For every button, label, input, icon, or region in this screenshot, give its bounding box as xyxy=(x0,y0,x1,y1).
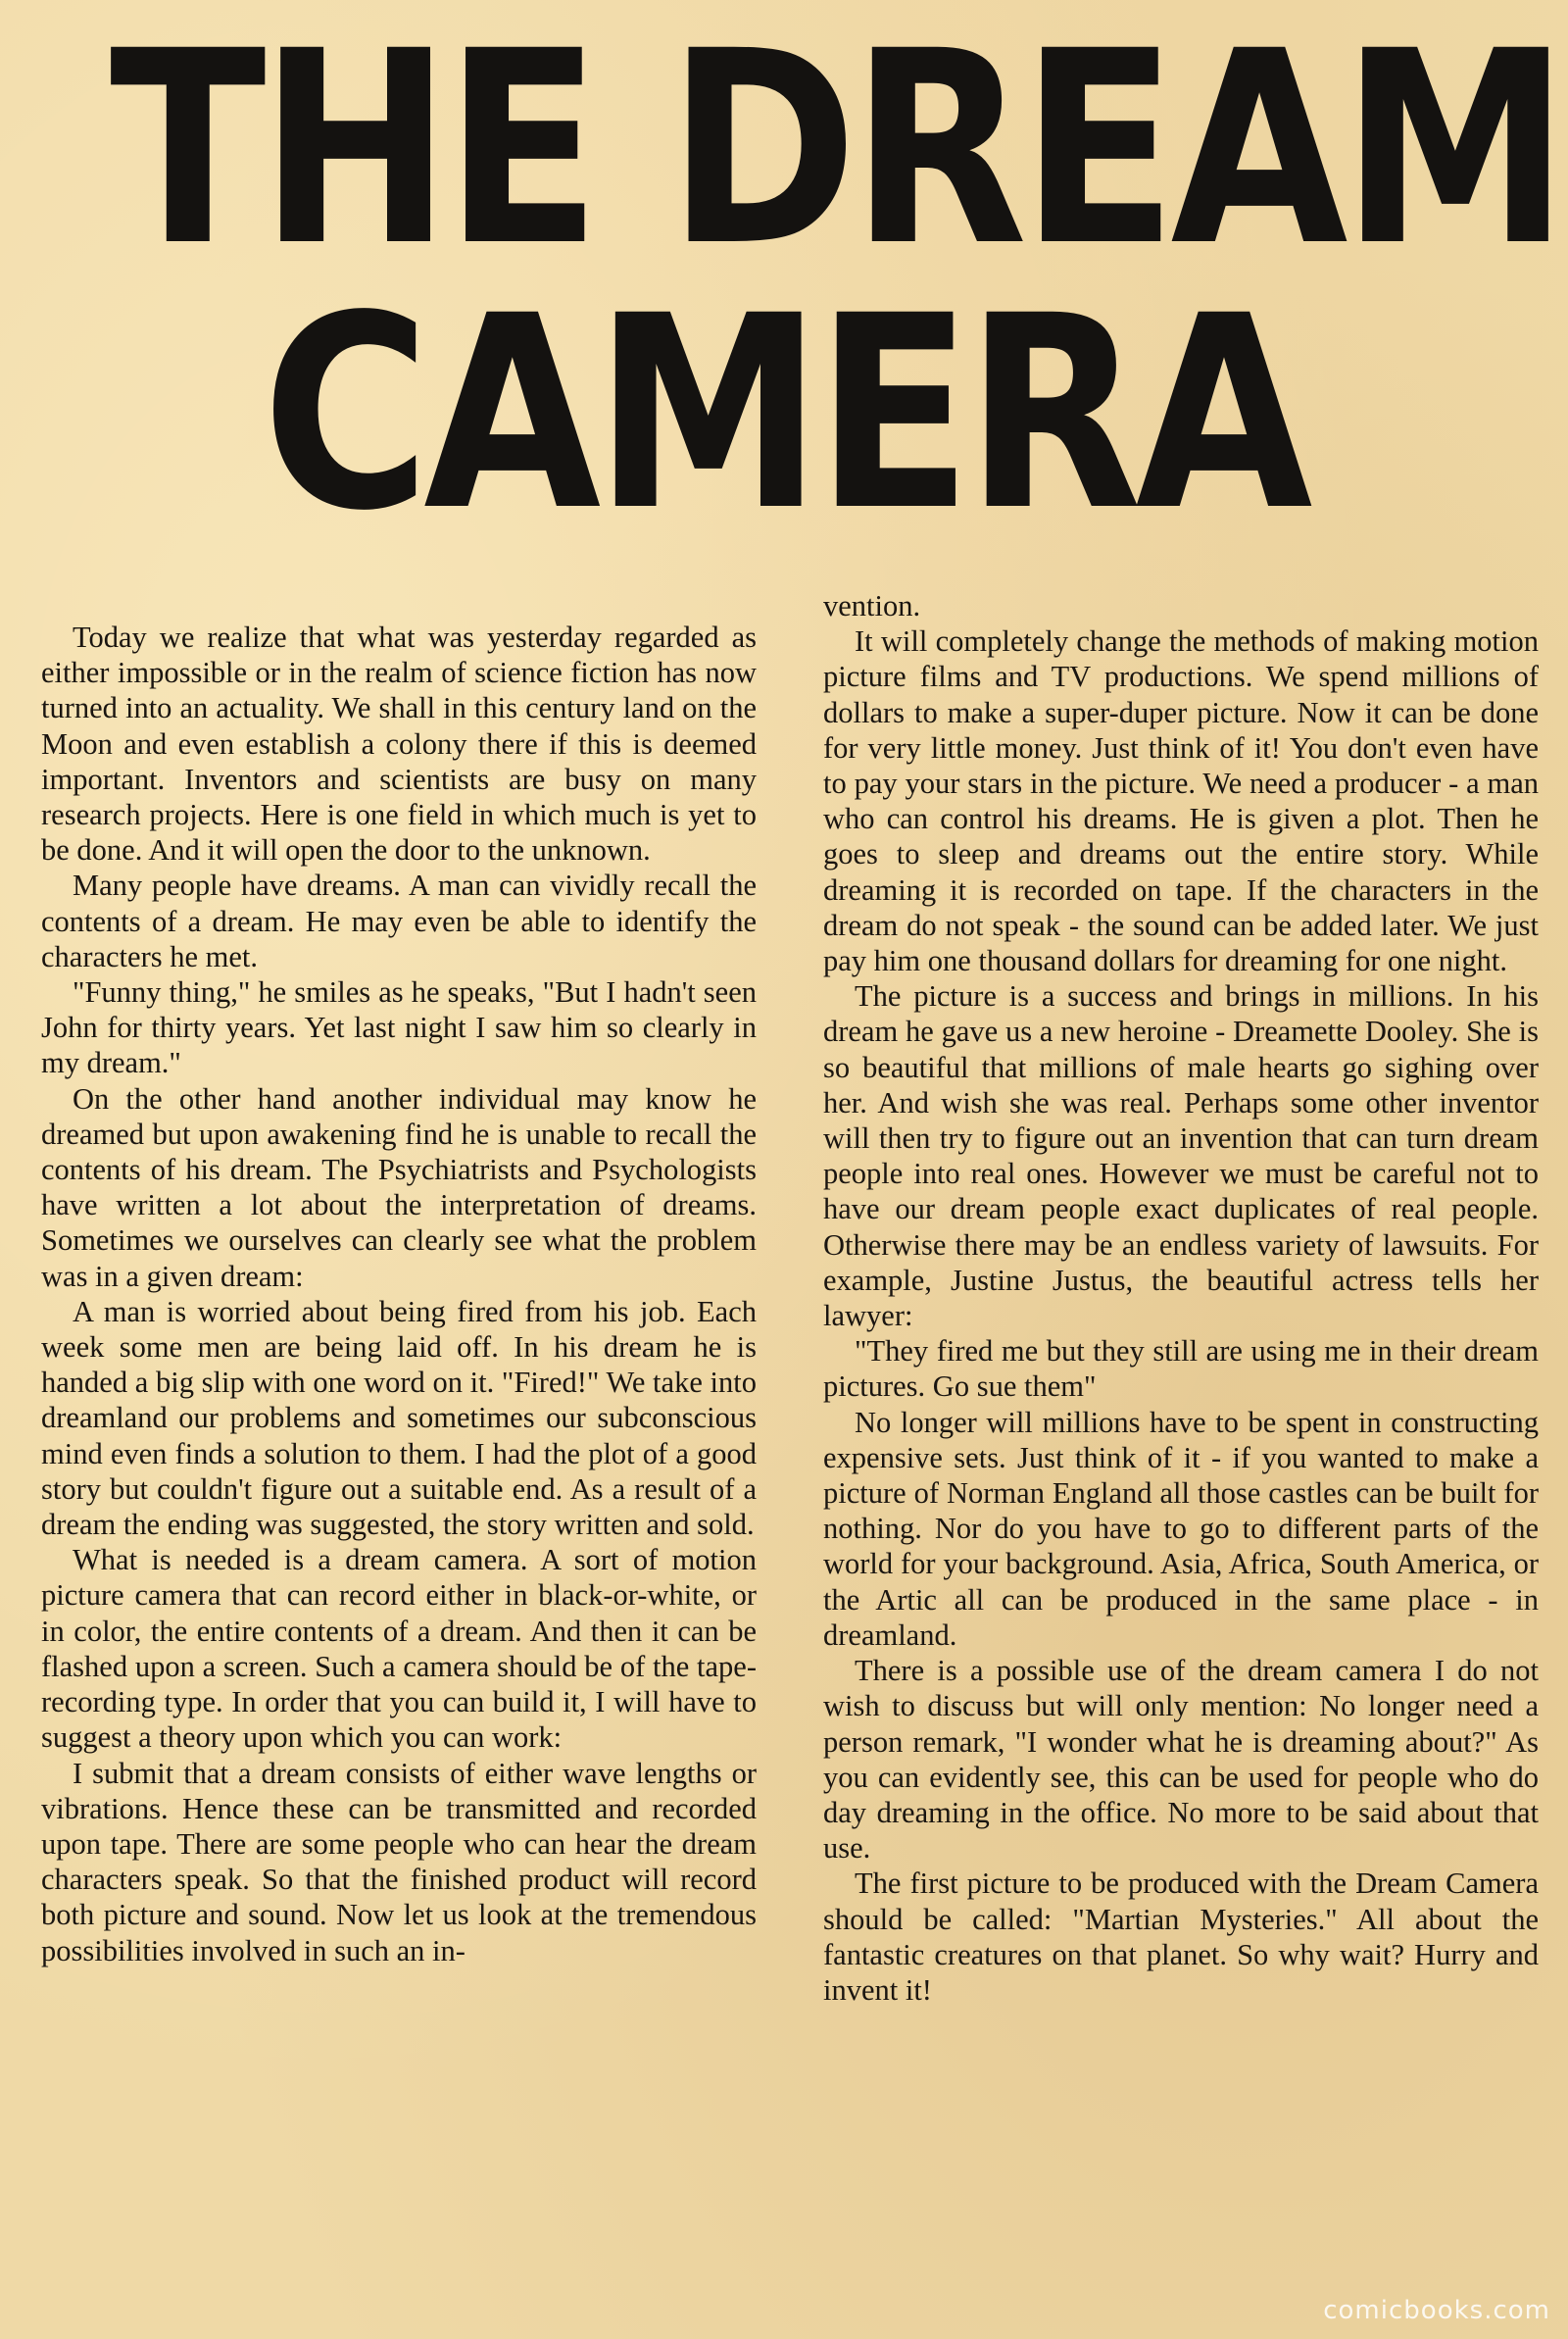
paragraph: There is a possible use of the dream camera I do not wish to discuss but will only mention: No longer need a person remark, "I wonder what he is dreaming about?" As you can evidently see, this can be used for people who do day dreaming in the office. No more to be said about that use. xyxy=(823,1654,1539,1866)
paragraph: I submit that a dream consists of either wave lengths or vibrations. Hence these can be transmitted and recorded upon tape. There are some people who can hear the dream characters speak. So that the finished product will record both picture and sound. Now let us look at the tremendous possibilities involved in such an in- xyxy=(41,1756,757,1967)
paragraph: "Funny thing," he smiles as he speaks, "But I hadn't seen John for thirty years. Yet last night I saw him so clearly in my dream." xyxy=(41,975,757,1080)
paragraph: It will completely change the methods of making motion picture films and TV productions. We spend millions of dollars to make a super-duper picture. Now it can be done for very little money. Just think of it! You don't even have to pay your stars in the picture. We need a producer - a man who can control his dreams. He is given a plot. Then he goes to sleep and dreams out the entire story. While dreaming it is recorded on tape. If the characters in the dream do not speak - the sound can be added later. We just pay him one thousand dollars for dreaming for one night. xyxy=(823,624,1539,978)
paragraph: The picture is a success and brings in millions. In his dream he gave us a new heroine - Dreamette Dooley. She is so beautiful that millions of male hearts go sighing over her. And wish she was real. Perhaps some other inventor will then try to figure out an invention that can turn dream people into real ones. However we must be careful not to have our dream people exact duplicates of real people. Otherwise there may be an endless variety of lawsuits. For example, Justine Justus, the beautiful actress tells her lawyer: xyxy=(823,979,1539,1333)
paragraph: vention. xyxy=(823,589,921,622)
left-column xyxy=(41,620,757,2315)
watermark: comicbooks.com xyxy=(1323,2296,1550,2325)
paragraph: The first picture to be produced with the Dream Camera should be called: "Martian Mysteries." All about the fantastic creatures on that planet. So why wait? Hurry and invent it! xyxy=(823,1866,1539,2007)
article-title xyxy=(110,0,1563,570)
paragraph: What is needed is a dream camera. A sort of motion picture camera that can record either in black-or-white, or in color, the entire contents of a dream. And then it can be flashed upon a screen. Such a camera should be of the tape-recording type. In order that you can build it, I will have to suggest a theory upon which you can work: xyxy=(41,1543,757,1755)
paragraph: On the other hand another individual may know he dreamed but upon awakening find he is unable to recall the contents of his dream. The Psychiatrists and Psychologists have written a lot about the interpretation of dreams. Sometimes we ourselves can clearly see what the problem was in a given dream: xyxy=(41,1081,757,1293)
paragraph: A man is worried about being fired from his job. Each week some men are being laid off. In his dream he is handed a big slip with one word on it. "Fired!" We take into dreamland our problems and sometimes our subconscious mind even finds a solution to them. I had the plot of a good story but couldn't figure out a suitable end. As a result of a dream the ending was suggested, the story written and sold. xyxy=(41,1294,757,1542)
paragraph: Many people have dreams. A man can vividly recall the contents of a dream. He may even be able to identify the characters he met. xyxy=(41,869,757,973)
paragraph: Today we realize that what was yesterday regarded as either impossible or in the realm of science fiction has now turned into an actuality. We shall in this century land on the Moon and even establish a colony there if this is deemed important. Inventors and scientists are busy on many research projects. Here is one field in which much is yet to be done. And it will open the door to the unknown. xyxy=(41,621,757,868)
paragraph: "They fired me but they still are using me in their dream pictures. Go sue them" xyxy=(823,1334,1539,1404)
right-column xyxy=(823,588,1539,2284)
title-line-2: CAMERA xyxy=(262,260,1306,570)
paragraph: No longer will millions have to be spent in constructing expensive sets. Just think of it - if you wanted to make a picture of Norman England all those castles can be built for nothing. Nor do you have to go to different parts of the world for your background. Asia, Africa, South America, or the Artic all can be produced in the same place - in dreamland. xyxy=(823,1405,1539,1652)
title-line-1: THE DREAM xyxy=(110,0,1563,305)
